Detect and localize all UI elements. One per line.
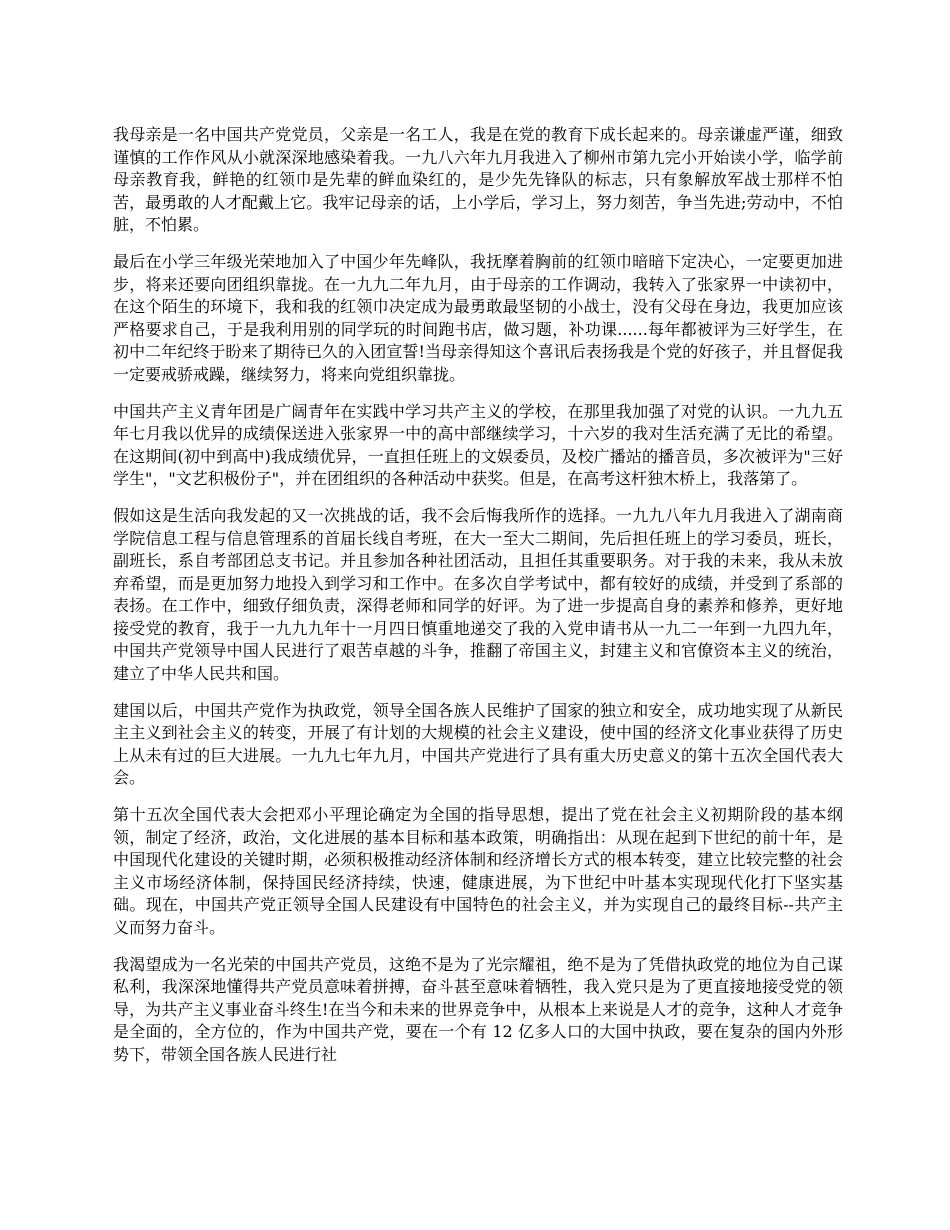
paragraph-2: 最后在小学三年级光荣地加入了中国少年先峰队，我抚摩着胸前的红领巾暗暗下定决心，一定要更加进步，将来还要向团组织靠拢。在一九九二年九月，由于母亲的工作调动，我转入了张家界一中读初中，在这个陌生的环境下，我和我的红领巾决定成为最勇敢最坚韧的小战士，没有父母在身边，我更加应该严格要求自己，于是我利用别的同学玩的时间跑书店，做习题，补功课......每年都被评为三好学生，在初中二年纪终于盼来了期待已久的入团宣誓!当母亲得知这个喜讯后表扬我是个党的好孩子，并且督促我一定要戒骄戒躁，继续努力，将来向党组织靠拢。 (113, 251, 843, 384)
paragraph-3: 中国共产主义青年团是广阔青年在实践中学习共产主义的学校，在那里我加强了对党的认识。一九九五年七月我以优异的成绩保送进入张家界一中的高中部继续学习，十六岁的我对生活充满了无比的希望。在这期间(初中到高中)我成绩优异，一直担任班上的文娱委员，及校广播站的播音员，多次被评为"三好学生"，"文艺积极份子"，并在团组织的各种活动中获奖。但是，在高考这杆独木桥上，我落第了。 (113, 401, 843, 489)
paragraph-1: 我母亲是一名中国共产党党员，父亲是一名工人，我是在党的教育下成长起来的。母亲谦虚严谨，细致谨慎的工作作风从小就深深地感染着我。一九八六年九月我进入了柳州市第九完小开始读小学，临学前母亲教育我，鲜艳的红领巾是先辈的鲜血染红的，是少先先锋队的标志，只有象解放军战士那样不怕苦，最勇敢的人才配戴上它。我牢记母亲的话，上小学后，学习上，努力刻苦，争当先进;劳动中，不怕脏，不怕累。 (113, 125, 843, 235)
paragraph-4: 假如这是生活向我发起的又一次挑战的话，我不会后悔我所作的选择。一九九八年九月我进入了湖南商学院信息工程与信息管理系的首届长线自考班，在大一至大二期间，先后担任班上的学习委员，班长，副班长，系自考部团总支书记。并且参加各种社团活动，且担任其重要职务。对于我的未来，我从未放弃希望，而是更加努力地投入到学习和工作中。在多次自学考试中，都有较好的成绩，并受到了系部的表扬。在工作中，细致仔细负责，深得老师和同学的好评。为了进一步提高自身的素养和修养，更好地接受党的教育，我于一九九九年十一月四日慎重地递交了我的入党申请书从一九二一年到一九四九年，中国共产党领导中国人民进行了艰苦卓越的斗争，推翻了帝国主义，封建主义和官僚资本主义的统治，建立了中华人民共和国。 (113, 505, 843, 684)
paragraph-7: 我渴望成为一名光荣的中国共产党员，这绝不是为了光宗耀祖，绝不是为了凭借执政党的地位为自己谋私利，我深深地懂得共产党员意味着拼搏，奋斗甚至意味着牺牲，我入党只是为了更直接地接受党的领导，为共产主义事业奋斗终生!在当今和未来的世界竞争中，从根本上来说是人才的竞争，这种人才竞争是全面的，全方位的，作为中国共产党，要在一个有 12 亿多人口的大国中执政，要在复杂的国内外形势下，带领全国各族人民进行社 (113, 954, 843, 1064)
paragraph-6: 第十五次全国代表大会把邓小平理论确定为全国的指导思想，提出了党在社会主义初期阶段的基本纲领，制定了经济，政治，文化进展的基本目标和基本政策，明确指出：从现在起到下世纪的前十年，是中国现代化建设的关键时期，必须积极推动经济体制和经济增长方式的根本转变，建立比较完整的社会主义市场经济体制，保持国民经济持续，快速，健康进展，为下世纪中叶基本实现现代化打下坚实基础。现在，中国共产党正领导全国人民建设有中国特色的社会主义，并为实现自己的最终目标--共产主义而努力奋斗。 (113, 805, 843, 937)
document-page (113, 124, 843, 1081)
paragraph-5: 建国以后，中国共产党作为执政党，领导全国各族人民维护了国家的独立和安全，成功地实现了从新民主主义到社会主义的转变，开展了有计划的大规模的社会主义建设，使中国的经济文化事业获得了历史上从未有过的巨大进展。一九九七年九月，中国共产党进行了具有重大历史意义的第十五次全国代表大会。 (113, 700, 843, 788)
